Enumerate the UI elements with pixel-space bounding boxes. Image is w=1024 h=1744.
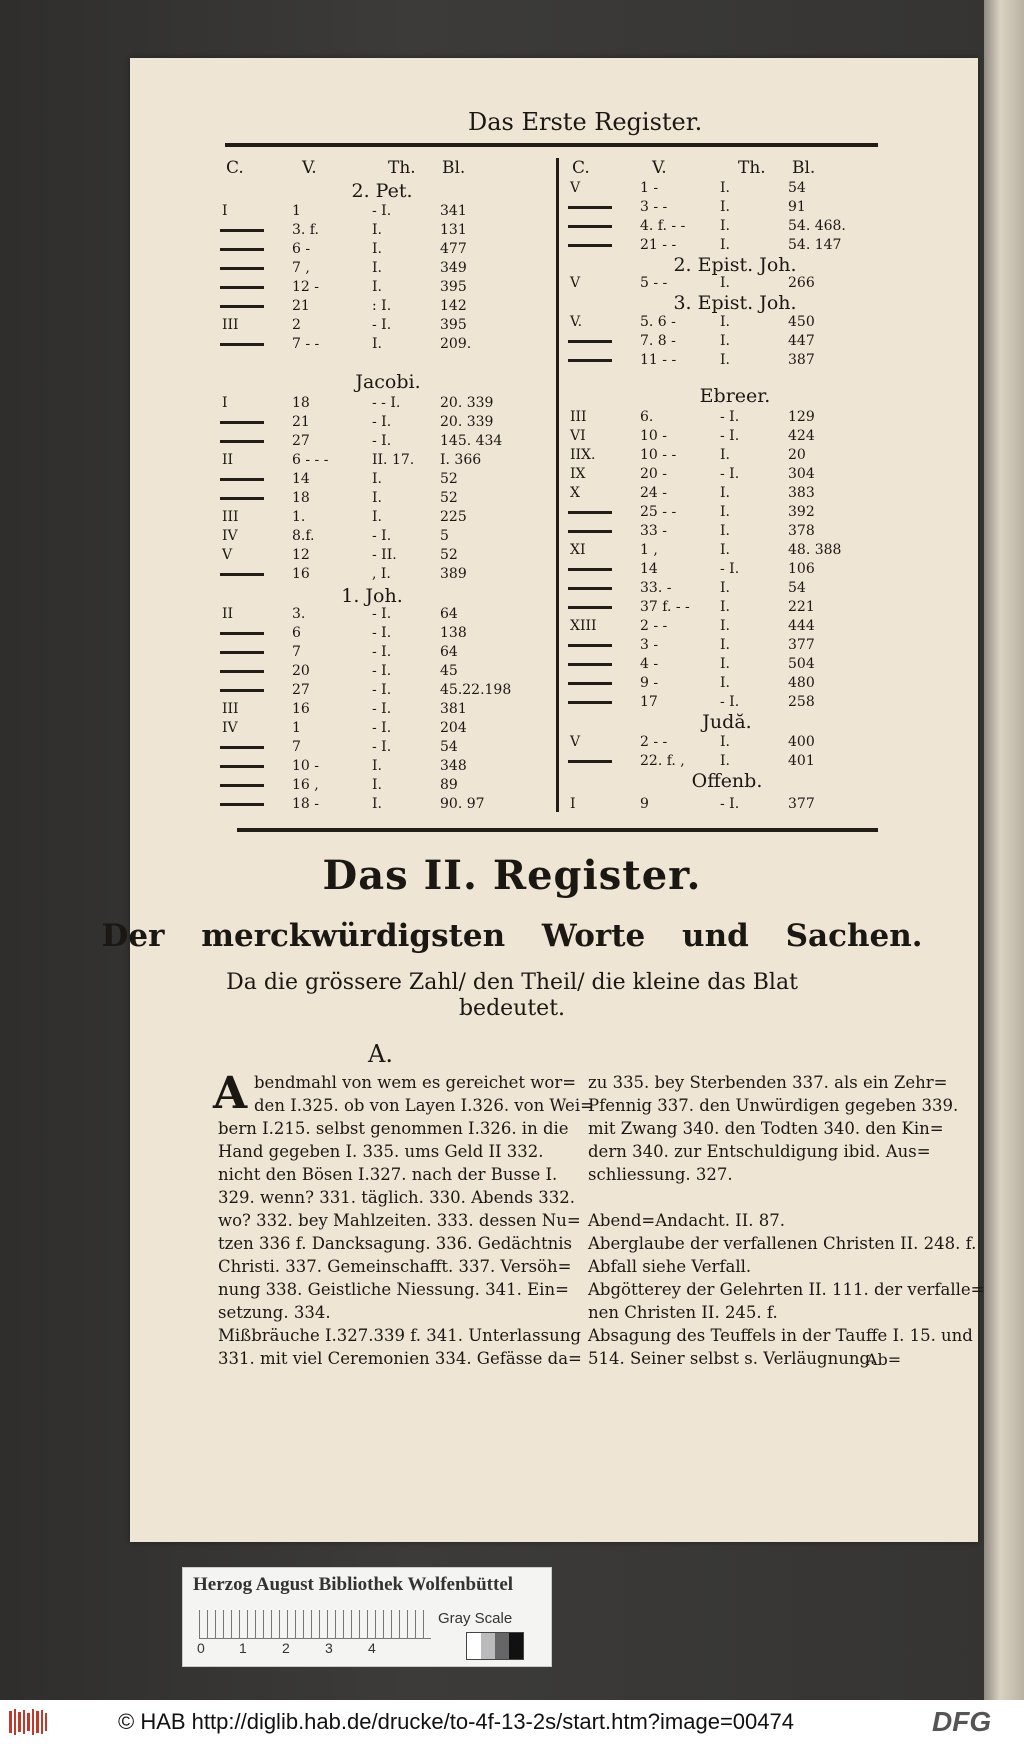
header-rule <box>225 143 878 147</box>
gray-scale-swatches <box>466 1632 524 1660</box>
index-cell-bl: 48. 388 <box>788 542 842 558</box>
index-line: nung 338. Geistliche Niessung. 341. Ein= <box>218 1280 569 1299</box>
index-cell-bl: 480 <box>788 675 815 691</box>
index-cell-th: I. <box>720 199 730 215</box>
index-cell-bl: 477 <box>440 241 467 257</box>
index-cell-bl: 378 <box>788 523 815 539</box>
index-cell-v: 3. f. <box>292 222 319 238</box>
ditto-dash <box>568 244 612 247</box>
index-cell-bl: 64 <box>440 606 458 622</box>
ditto-dash <box>568 644 612 647</box>
index-cell-v: 33. - <box>640 580 672 596</box>
index-cell-th: - I. <box>372 625 392 641</box>
ditto-dash <box>568 568 612 571</box>
ditto-dash <box>220 632 264 635</box>
index-cell-bl: 20. 339 <box>440 395 494 411</box>
index-cell-v: 27 <box>292 433 310 449</box>
ditto-dash <box>568 340 612 343</box>
dfg-logo: DFG <box>932 1706 992 1737</box>
index-cell-th: I. <box>720 599 730 615</box>
index-cell-c: IX <box>570 466 586 482</box>
index-cell-th: I. <box>720 656 730 672</box>
col-head-c: C. <box>226 158 244 178</box>
index-cell-v: 22. f. , <box>640 753 685 769</box>
index-cell-th: I. <box>720 734 730 750</box>
index-cell-c: II <box>222 606 234 622</box>
table-end-rule <box>237 828 878 832</box>
index-cell-c: I <box>222 203 228 219</box>
index-cell-th: : I. <box>372 298 392 314</box>
index-line: Abend=Andacht. II. 87. <box>588 1211 785 1230</box>
gray-scale-label: Gray Scale <box>438 1610 513 1627</box>
ditto-dash <box>220 497 264 500</box>
book-heading: 1. Joh. <box>341 585 403 607</box>
index-cell-bl: 209. <box>440 336 472 352</box>
book-heading: Ebreer. <box>699 385 771 407</box>
scale-ruler <box>199 1610 431 1639</box>
index-cell-v: 1 - <box>640 180 659 196</box>
index-cell-bl: 389 <box>440 566 467 582</box>
index-cell-th: - I. <box>372 433 392 449</box>
index-cell-th: I. <box>372 241 382 257</box>
index-cell-th: I. <box>720 333 730 349</box>
index-cell-bl: 131 <box>440 222 467 238</box>
index-cell-bl: 401 <box>788 753 815 769</box>
index-cell-bl: 395 <box>440 279 467 295</box>
index-cell-th: I. <box>372 796 382 812</box>
ditto-dash <box>220 421 264 424</box>
index-cell-v: 18 <box>292 395 310 411</box>
index-cell-c: III <box>570 409 587 425</box>
library-label-card <box>182 1567 552 1667</box>
index-cell-bl: 225 <box>440 509 467 525</box>
index-cell-v: 5. 6 - <box>640 314 676 330</box>
index-cell-bl: 106 <box>788 561 815 577</box>
index-cell-th: I. <box>372 758 382 774</box>
index-cell-bl: 266 <box>788 275 815 291</box>
index-cell-v: 4. f. - - <box>640 218 686 234</box>
index-line: Absagung des Teuffels in der Tauffe I. 15. und <box>588 1326 973 1345</box>
index-line: wo? 332. bey Mahlzeiten. 333. dessen Nu= <box>218 1211 581 1230</box>
index-cell-c: X <box>570 485 580 501</box>
index-cell-bl: 145. 434 <box>440 433 503 449</box>
index-cell-v: 10 - <box>292 758 319 774</box>
index-cell-th: - - I. <box>372 395 401 411</box>
index-cell-v: 6 <box>292 625 301 641</box>
index-cell-v: 18 - <box>292 796 319 812</box>
col-head-c: C. <box>572 158 590 178</box>
index-line: 514. Seiner selbst s. Verläugnung. <box>588 1349 876 1368</box>
index-line: dern 340. zur Entschuldigung ibid. Aus= <box>588 1142 931 1161</box>
index-cell-bl: 392 <box>788 504 815 520</box>
index-cell-c: V <box>570 275 581 291</box>
index-cell-th: I. <box>372 336 382 352</box>
book-heading: 2. Epist. Joh. <box>673 254 797 276</box>
index-cell-bl: 424 <box>788 428 815 444</box>
ruler-number: 1 <box>239 1640 247 1656</box>
ditto-dash <box>220 305 264 308</box>
index-cell-c: XIII <box>570 618 597 634</box>
index-cell-v: 7 , <box>292 260 310 276</box>
index-cell-bl: 54 <box>788 180 806 196</box>
index-cell-bl: 54 <box>788 580 806 596</box>
ditto-dash <box>568 663 612 666</box>
index-cell-bl: 258 <box>788 694 815 710</box>
index-cell-th: I. <box>720 275 730 291</box>
index-cell-th: - I. <box>720 796 740 812</box>
index-cell-bl: 341 <box>440 203 467 219</box>
index-cell-c: V <box>570 180 581 196</box>
index-cell-v: 6. <box>640 409 654 425</box>
column-divider <box>556 158 559 812</box>
col-head-th: Th. <box>388 158 416 178</box>
index-cell-th: I. <box>372 222 382 238</box>
index-cell-v: 7. 8 - <box>640 333 676 349</box>
index-line: bern I.215. selbst genommen I.326. in die <box>218 1119 569 1138</box>
register-title: Das II. Register. <box>322 852 702 899</box>
ditto-dash <box>568 225 612 228</box>
ditto-dash <box>220 651 264 654</box>
hab-logo-icon <box>8 1708 48 1736</box>
index-cell-th: I. <box>720 637 730 653</box>
index-cell-bl: 377 <box>788 796 815 812</box>
index-line: tzen 336 f. Dancksagung. 336. Gedächtnis <box>218 1234 573 1253</box>
index-cell-th: - I. <box>720 428 740 444</box>
index-cell-th: - I. <box>372 720 392 736</box>
index-line: Hand gegeben I. 335. ums Geld II 332. <box>218 1142 544 1161</box>
ditto-dash <box>220 343 264 346</box>
ditto-dash <box>568 587 612 590</box>
section-letter: A. <box>368 1040 393 1068</box>
index-cell-bl: 54 <box>440 739 458 755</box>
ditto-dash <box>568 606 612 609</box>
book-heading: 2. Pet. <box>351 180 413 202</box>
index-cell-c: XI <box>570 542 586 558</box>
register-subtitle: Der merckwürdigsten Worte und Sachen. <box>101 918 923 954</box>
ditto-dash <box>220 784 264 787</box>
index-cell-c: III <box>222 509 239 525</box>
index-cell-bl: 90. 97 <box>440 796 485 812</box>
ditto-dash <box>220 478 264 481</box>
index-cell-c: V <box>222 547 233 563</box>
index-cell-bl: 383 <box>788 485 815 501</box>
index-cell-bl: 348 <box>440 758 467 774</box>
index-line: Aberglaube der verfallenen Christen II. 248. f. <box>588 1234 977 1253</box>
ditto-dash <box>568 530 612 533</box>
index-cell-th: I. <box>720 352 730 368</box>
index-cell-bl: 381 <box>440 701 467 717</box>
index-cell-th: I. <box>720 180 730 196</box>
index-cell-bl: 387 <box>788 352 815 368</box>
index-cell-th: I. <box>720 580 730 596</box>
index-cell-bl: 444 <box>788 618 815 634</box>
index-cell-th: - I. <box>372 203 392 219</box>
index-cell-v: 8.f. <box>292 528 315 544</box>
ruler-number: 4 <box>368 1640 376 1656</box>
index-cell-bl: 5 <box>440 528 449 544</box>
index-cell-bl: 447 <box>788 333 815 349</box>
index-cell-v: 7 <box>292 644 301 660</box>
register-note: bedeutet. <box>458 996 566 1021</box>
ditto-dash <box>220 229 264 232</box>
index-cell-th: - I. <box>372 644 392 660</box>
ditto-dash <box>220 765 264 768</box>
ditto-dash <box>568 682 612 685</box>
index-cell-v: 10 - - <box>640 447 677 463</box>
index-cell-th: I. <box>720 523 730 539</box>
index-cell-bl: 45 <box>440 663 458 679</box>
index-line: zu 335. bey Sterbenden 337. als ein Zehr= <box>588 1073 948 1092</box>
index-cell-v: 14 <box>640 561 658 577</box>
index-cell-v: 20 - <box>640 466 667 482</box>
index-cell-th: I. <box>720 218 730 234</box>
index-cell-bl: 20 <box>788 447 806 463</box>
index-cell-th: I. <box>720 675 730 691</box>
index-cell-v: 7 <box>292 739 301 755</box>
index-cell-th: - I. <box>372 606 392 622</box>
index-line: Pfennig 337. den Unwürdigen gegeben 339. <box>588 1096 959 1115</box>
index-cell-th: - I. <box>720 694 740 710</box>
index-line: nicht den Bösen I.327. nach der Busse I. <box>218 1165 558 1184</box>
index-cell-c: IV <box>222 720 238 736</box>
index-cell-bl: 52 <box>440 471 458 487</box>
ditto-dash <box>220 267 264 270</box>
index-cell-th: - I. <box>720 409 740 425</box>
index-cell-bl: 20. 339 <box>440 414 494 430</box>
index-line: Christi. 337. Gemeinschafft. 337. Versöh= <box>218 1257 572 1276</box>
index-cell-th: I. <box>720 618 730 634</box>
index-line: bendmahl von wem es gereichet wor= <box>254 1073 577 1092</box>
index-cell-th: I. <box>720 485 730 501</box>
ruler-number: 3 <box>325 1640 333 1656</box>
index-cell-v: 3 - <box>640 637 659 653</box>
index-line: setzung. 334. <box>218 1303 331 1322</box>
index-line: nen Christen II. 245. f. <box>588 1303 778 1322</box>
book-heading: 3. Epist. Joh. <box>673 292 797 314</box>
index-cell-v: 6 - - - <box>292 452 329 468</box>
index-cell-v: 5 - - <box>640 275 668 291</box>
index-cell-bl: I. 366 <box>440 452 482 468</box>
index-cell-v: 9 <box>640 796 649 812</box>
index-cell-v: 21 - - <box>640 237 677 253</box>
index-cell-bl: 52 <box>440 490 458 506</box>
col-head-v: V. <box>302 158 317 178</box>
index-cell-bl: 52 <box>440 547 458 563</box>
ruler-number: 2 <box>282 1640 290 1656</box>
index-cell-c: VI <box>570 428 586 444</box>
index-cell-v: 14 <box>292 471 310 487</box>
index-line: mit Zwang 340. den Todten 340. den Kin= <box>588 1119 944 1138</box>
index-cell-v: 21 <box>292 414 310 430</box>
book-heading: Offenb. <box>691 770 763 792</box>
index-cell-bl: 142 <box>440 298 467 314</box>
index-cell-th: - I. <box>372 317 392 333</box>
catchword: Ab= <box>866 1350 902 1369</box>
index-cell-th: II. 17. <box>372 452 415 468</box>
index-cell-v: 2 - - <box>640 734 668 750</box>
index-cell-th: - I. <box>372 739 392 755</box>
ditto-dash <box>220 746 264 749</box>
index-cell-v: 6 - <box>292 241 311 257</box>
index-cell-bl: 349 <box>440 260 467 276</box>
ruler-number: 0 <box>197 1640 205 1656</box>
index-cell-c: IV <box>222 528 238 544</box>
book-spine <box>984 0 1024 1700</box>
index-cell-th: - I. <box>372 663 392 679</box>
index-line: schliessung. 327. <box>588 1165 733 1184</box>
index-cell-bl: 221 <box>788 599 815 615</box>
running-header: Das Erste Register. <box>468 108 703 136</box>
index-cell-bl: 89 <box>440 777 458 793</box>
copyright-url[interactable]: © HAB http://diglib.hab.de/drucke/to-4f-13-2s/start.htm?image=00474 <box>118 1709 794 1734</box>
index-cell-bl: 54. 468. <box>788 218 846 234</box>
index-cell-th: I. <box>372 490 382 506</box>
index-cell-th: I. <box>372 260 382 276</box>
book-heading: Jacobi. <box>355 371 421 393</box>
ditto-dash <box>568 511 612 514</box>
ditto-dash <box>220 689 264 692</box>
index-cell-v: 12 - <box>292 279 319 295</box>
index-cell-v: 3 - - <box>640 199 668 215</box>
index-line: 329. wenn? 331. täglich. 330. Abends 332. <box>218 1188 576 1207</box>
index-cell-v: 12 <box>292 547 310 563</box>
index-cell-th: I. <box>720 237 730 253</box>
ditto-dash <box>568 701 612 704</box>
index-cell-v: 25 - - <box>640 504 677 520</box>
col-head-bl: Bl. <box>442 158 466 178</box>
ditto-dash <box>568 206 612 209</box>
index-cell-bl: 64 <box>440 644 458 660</box>
index-cell-c: II <box>222 452 234 468</box>
index-cell-th: , I. <box>372 566 391 582</box>
index-cell-v: 4 - <box>640 656 659 672</box>
index-cell-th: - I. <box>720 466 740 482</box>
index-cell-c: IIX. <box>570 447 596 463</box>
index-cell-c: V. <box>570 314 583 330</box>
index-cell-c: I <box>222 395 228 411</box>
index-cell-th: - I. <box>372 701 392 717</box>
index-cell-th: - I. <box>372 682 392 698</box>
index-cell-v: 24 - <box>640 485 667 501</box>
index-cell-v: 20 <box>292 663 310 679</box>
library-name: Herzog August Bibliothek Wolfenbüttel <box>193 1574 514 1595</box>
ditto-dash <box>220 440 264 443</box>
index-cell-v: 33 - <box>640 523 667 539</box>
index-cell-v: 1 , <box>640 542 658 558</box>
ditto-dash <box>568 760 612 763</box>
index-cell-th: I. <box>720 504 730 520</box>
index-cell-v: 16 <box>292 701 310 717</box>
index-cell-v: 1. <box>292 509 306 525</box>
index-cell-v: 18 <box>292 490 310 506</box>
col-head-bl: Bl. <box>792 158 816 178</box>
ditto-dash <box>220 286 264 289</box>
index-cell-c: III <box>222 317 239 333</box>
index-cell-v: 7 - - <box>292 336 320 352</box>
index-cell-c: III <box>222 701 239 717</box>
index-cell-bl: 395 <box>440 317 467 333</box>
index-cell-v: 27 <box>292 682 310 698</box>
index-cell-bl: 129 <box>788 409 815 425</box>
index-cell-bl: 138 <box>440 625 467 641</box>
index-line: Abgötterey der Gelehrten II. 111. der verfalle= <box>588 1280 985 1299</box>
index-cell-v: 2 - - <box>640 618 668 634</box>
index-cell-bl: 450 <box>788 314 815 330</box>
index-cell-bl: 400 <box>788 734 815 750</box>
ditto-dash <box>220 573 264 576</box>
index-cell-v: 21 <box>292 298 310 314</box>
index-cell-c: V <box>570 734 581 750</box>
index-cell-th: I. <box>720 542 730 558</box>
col-head-th: Th. <box>738 158 766 178</box>
index-cell-bl: 377 <box>788 637 815 653</box>
index-cell-bl: 504 <box>788 656 815 672</box>
index-cell-th: I. <box>372 777 382 793</box>
index-cell-bl: 204 <box>440 720 467 736</box>
index-cell-th: I. <box>720 314 730 330</box>
index-cell-v: 3. <box>292 606 306 622</box>
index-cell-bl: 91 <box>788 199 806 215</box>
index-cell-bl: 54. 147 <box>788 237 842 253</box>
index-line: Mißbräuche I.327.339 f. 341. Unterlassung <box>218 1326 581 1345</box>
index-cell-bl: 304 <box>788 466 815 482</box>
ditto-dash <box>568 359 612 362</box>
index-cell-v: 2 <box>292 317 301 333</box>
index-cell-th: I. <box>372 279 382 295</box>
index-cell-v: 10 - <box>640 428 667 444</box>
index-cell-bl: 45.22.198 <box>440 682 512 698</box>
index-cell-v: 37 f. - - <box>640 599 690 615</box>
index-cell-th: - I. <box>372 528 392 544</box>
index-cell-th: I. <box>720 753 730 769</box>
index-cell-v: 16 <box>292 566 310 582</box>
ditto-dash <box>220 670 264 673</box>
index-cell-th: - II. <box>372 547 397 563</box>
index-cell-c: I <box>570 796 576 812</box>
index-cell-v: 11 - - <box>640 352 677 368</box>
index-cell-th: I. <box>720 447 730 463</box>
index-cell-v: 1 <box>292 203 301 219</box>
index-cell-v: 16 , <box>292 777 319 793</box>
index-cell-v: 17 <box>640 694 658 710</box>
index-cell-th: I. <box>372 471 382 487</box>
index-cell-th: - I. <box>720 561 740 577</box>
index-cell-v: 1 <box>292 720 301 736</box>
drop-cap: A <box>213 1068 248 1119</box>
index-line: 331. mit viel Ceremonien 334. Gefässe da= <box>218 1349 582 1368</box>
index-line: den I.325. ob von Layen I.326. von Wei= <box>254 1096 594 1115</box>
ditto-dash <box>220 803 264 806</box>
index-line: Abfall siehe Verfall. <box>588 1257 752 1276</box>
index-cell-v: 9 - <box>640 675 659 691</box>
index-cell-th: I. <box>372 509 382 525</box>
book-heading: Judă. <box>702 711 752 733</box>
register-note: Da die grössere Zahl/ den Theil/ die kleine das Blat <box>226 970 798 995</box>
ditto-dash <box>220 248 264 251</box>
index-cell-th: - I. <box>372 414 392 430</box>
col-head-v: V. <box>652 158 667 178</box>
